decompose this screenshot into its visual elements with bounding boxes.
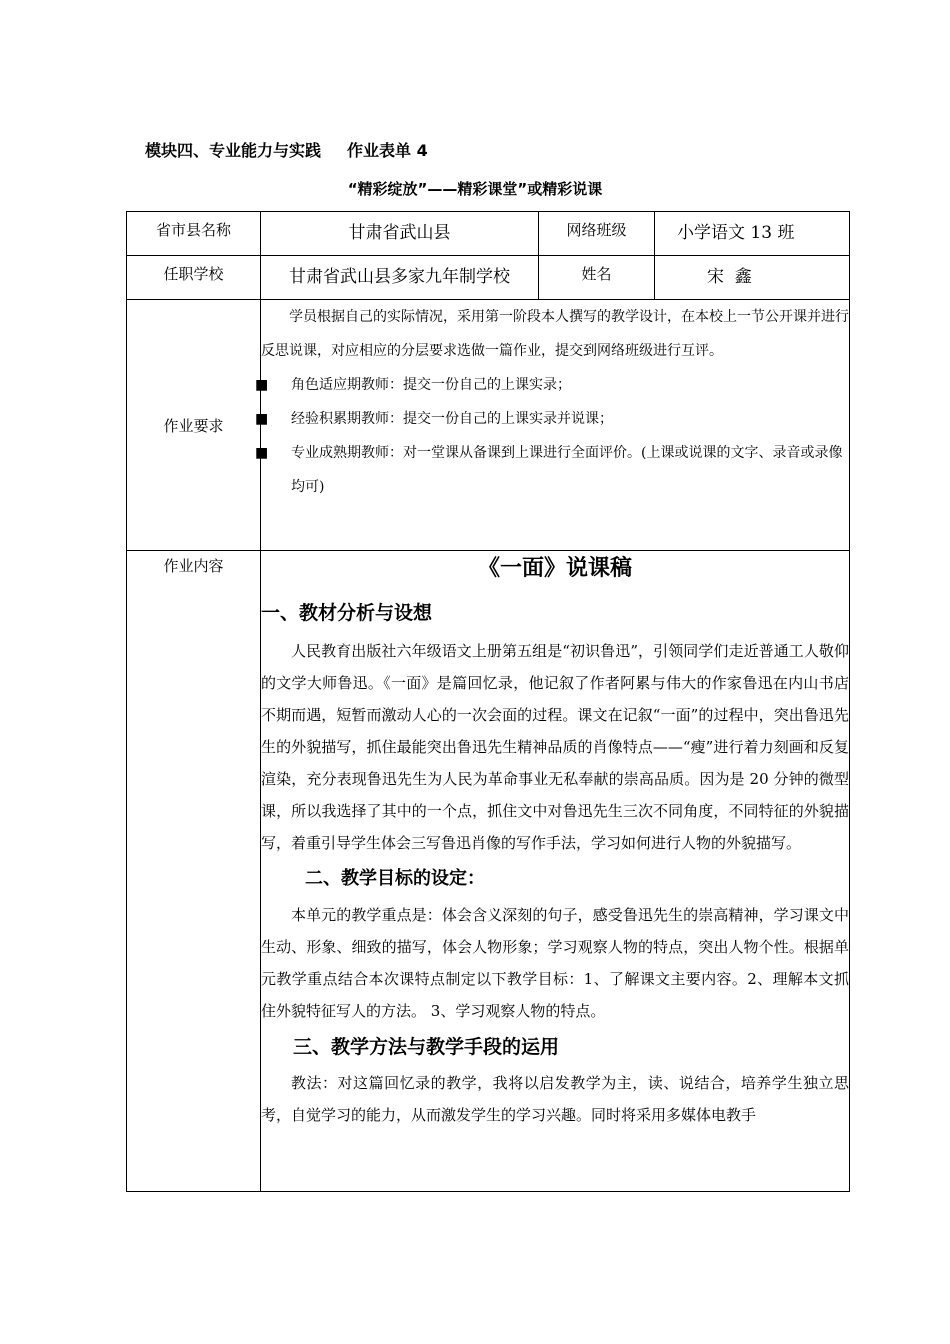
content-row: [127, 551, 850, 1192]
section-heading-3: 三、教学方法与教学手段的运用: [293, 1036, 560, 1058]
region-label: 省市县名称: [127, 212, 261, 256]
school-value: 甘肃省武山县多家九年制学校: [261, 256, 539, 300]
content-label: 作业内容: [127, 551, 261, 1192]
section-2-paragraph: 本单元的教学重点是：体会含义深刻的句子，感受鲁迅先生的崇高精神，学习课文中生动、形象、细致的描写，体会人物形象；学习观察人物的特点，突出人物个性。根据单元教学重点结合本次课特点制定以下教学目标：1、了解课文主要内容。2、理解本文抓住外貌特征写人的方法。 3、学习观察人物的特点。: [261, 906, 849, 1020]
class-label: 网络班级: [539, 212, 655, 256]
requirement-body: [255, 300, 850, 551]
module-title: 模块四、专业能力与实践: [145, 141, 322, 160]
document-title: 《一面》说课稿: [477, 556, 632, 581]
bullet-square-icon: ■: [255, 411, 269, 427]
region-row: [127, 212, 850, 256]
name-label: 姓名: [539, 256, 655, 300]
requirement-label: 作业要求: [127, 300, 261, 551]
name-value: 宋 鑫: [655, 256, 850, 300]
requirement-item: ■ 角色适应期教师：提交一份自己的上课实录；: [255, 368, 849, 402]
section-3-paragraph: 教法：对这篇回忆录的教学，我将以启发教学为主，读、说结合，培养学生独立思考，自觉学习的能力，从而激发学生的学习兴趣。同时将采用多媒体电教手: [261, 1074, 849, 1124]
form-title: 作业表单 4: [347, 141, 428, 160]
school-label: 任职学校: [127, 256, 261, 300]
requirement-intro: 学员根据自己的实际情况，采用第一阶段本人撰写的教学设计，在本校上一节公开课并进行反思说课，对应相应的分层要求选做一篇作业，提交到网络班级进行互评。: [261, 309, 849, 359]
requirement-item: ■ 专业成熟期教师：对一堂课从备课到上课进行全面评价。(上课或说课的文字、录音或录像均可): [255, 436, 849, 504]
bullet-square-icon: ■: [255, 445, 269, 461]
page-heading: [145, 138, 428, 161]
section-1-paragraph: 人民教育出版社六年级语文上册第五组是“初识鲁迅”，引领同学们走近普通工人敬仰的文学大师鲁迅。《一面》是篇回忆录，他记叙了作者阿累与伟大的作家鲁迅在内山书店不期而遇，短暂而激动人心的一次会面的过程。课文在记叙“一面”的过程中，突出鲁迅先生的外貌描写，抓住最能突出鲁迅先生精神品质的肖像特点——“瘦”进行着力刻画和反复渲染，充分表现鲁迅先生为人民为革命事业无私奉献的崇高品质。因为是 20 分钟的微型课，所以我选择了其中的一个点，抓住文中对鲁迅先生三次不同角度，不同特征的外貌描写，着重引导学生体会三写鲁迅肖像的写作手法，学习如何进行人物的外貌描写。: [261, 642, 849, 852]
class-value: 小学语文 13 班: [655, 212, 850, 256]
requirement-row: [127, 300, 850, 551]
content-body: [261, 551, 850, 1192]
requirement-item: ■ 经验积累期教师：提交一份自己的上课实录并说课；: [255, 402, 849, 436]
bullet-square-icon: ■: [255, 377, 269, 393]
region-value: 甘肃省武山县: [261, 212, 539, 256]
page-subtitle: “精彩绽放”——精彩课堂”或精彩说课: [347, 180, 603, 198]
assignment-form-table: [126, 211, 850, 1192]
section-heading-1: 一、教材分析与设想: [261, 602, 433, 624]
school-row: [127, 256, 850, 300]
section-heading-2: 二、教学目标的设定：: [305, 868, 485, 889]
